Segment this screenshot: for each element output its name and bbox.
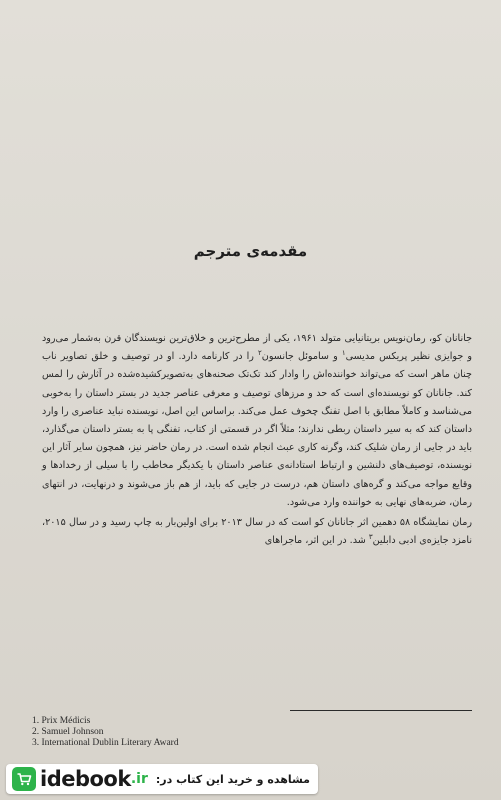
store-link[interactable]	[6, 764, 318, 794]
chapter-heading: مقدمه‌ی مترجم	[193, 242, 308, 260]
paragraph-1-part-a: جانانان کو، رمان‌نویس بریتانیایی متولد ۱۹۶۱، یکی از مطرح‌ترین و خلاق‌ترین نویسندگان قرن به‌شمار می‌رود و جوایزی نظیر پریکس مدیسی	[42, 333, 472, 363]
paragraph-2	[42, 514, 472, 550]
footnote-ref-1: ۱	[341, 349, 346, 358]
cart-icon	[12, 767, 36, 791]
logo-domain: .ir	[130, 771, 148, 787]
footnote-ref-2: ۲	[258, 349, 262, 358]
footnote-divider	[290, 710, 472, 711]
paragraph-1	[42, 330, 472, 512]
banner-caption: مشاهده و خرید این کتاب در:	[155, 772, 310, 786]
paragraph-2-part-a: رمان نمایشگاه ۵۸ دهمین اثر جانانان کو است که در سال ۲۰۱۳ برای اولین‌بار به چاپ رسید و در سال ۲۰۱۵، نامزد جایزه‌ی ادبی دابلین	[42, 517, 472, 547]
body-text	[42, 330, 472, 550]
store-banner	[0, 758, 501, 800]
paragraph-1-part-c: را در کارنامه دارد. او در توصیف و خلق تصاویر ناب چنان ماهر است که می‌تواند خواننده‌اش را وادار کند تک‌تک صحنه‌های به‌تصویرکشیده‌شده در آثارش را لمس کند. جانانان کو نویسنده‌ای است که حد و مرزهای توصیف و معرفی عناصر جدید در بستر داستان را به‌خوبی می‌شناسد و کاملاً مطابق با اصل تفنگ چخوف عمل می‌کند. براساس این اصل، نویسنده نباید عناصری را وارد داستان کند که به سیر داستان ربطی ندارند؛ مثلاً اگر در قسمتی از کتاب، تفنگی پا به بستر داستان می‌گذارد، باید در جایی از رمان شلیک کند، وگرنه کاری عبث انجام شده است. در رمان حاضر نیز، همچون سایر آثار این نویسنده، توصیف‌های دلنشین و ارتباط استادانه‌ی عناصر داستان با یکدیگر مخاطب را با سیلی از رخدادها و وقایع مواجه می‌کند و گره‌های داستان هم، درست در جایی که باید، از هم باز می‌شوند و درنهایت، در انتهای رمان، ضربه‌های نهایی به خواننده وارد می‌شود.	[42, 351, 472, 508]
footnote-3: 3. International Dublin Literary Award	[32, 738, 179, 748]
footnote-2: 2. Samuel Johnson	[32, 727, 104, 737]
footnote-ref-3: ۳	[368, 533, 373, 542]
paragraph-2-part-b: شد. در این اثر، ماجراهای	[264, 535, 369, 547]
footnotes	[32, 716, 412, 749]
paragraph-1-part-b: و ساموئل جانسون	[261, 351, 342, 363]
footnote-1: 1. Prix Médicis	[32, 716, 91, 726]
logo-wordmark: idebook	[40, 767, 131, 791]
